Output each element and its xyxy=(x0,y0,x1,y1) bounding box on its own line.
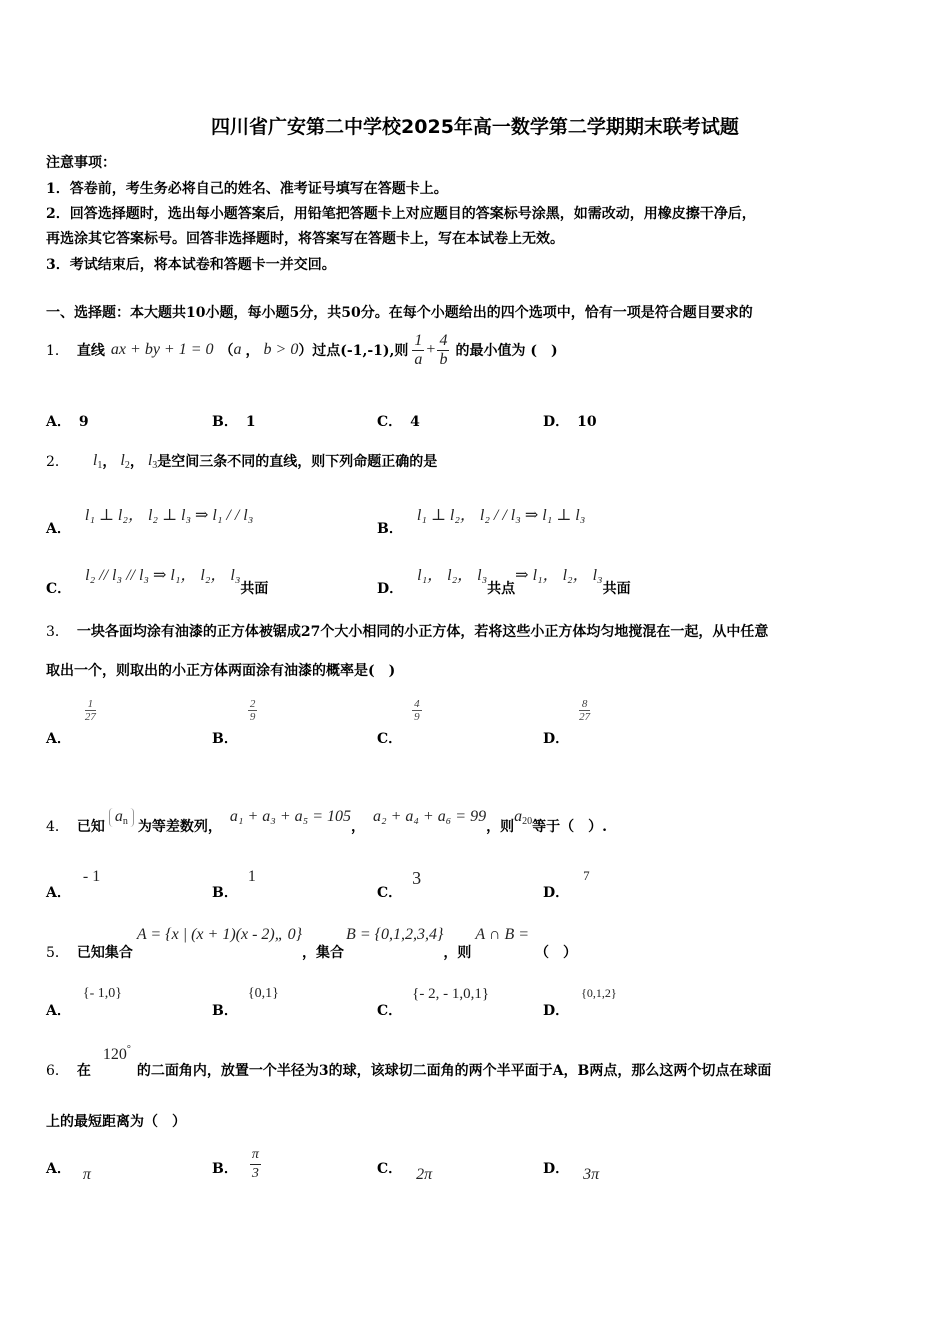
option-label: D． xyxy=(543,885,570,901)
option-value: 9 xyxy=(78,414,89,430)
option-value: 2π xyxy=(416,1166,433,1183)
option-value: {0,1,2} xyxy=(581,986,617,1000)
option-label: D． xyxy=(543,731,570,747)
q4-option-d[interactable] xyxy=(543,868,590,902)
question-text: 的最小值为 ( ) xyxy=(455,343,558,359)
notice-item-3: 3．考试结束后，将本试卷和答题卡一并交回。 xyxy=(46,257,336,273)
plus-sign: + xyxy=(426,341,436,358)
option-label: B． xyxy=(212,1003,238,1019)
question-text: 的二面角内，放置一个半径为3的球，该球切二面角的两个半平面于A，B两点，那么这两个切点在球面 xyxy=(136,1063,772,1079)
q5-option-a[interactable] xyxy=(46,986,122,1020)
notice-item-1: 1．答卷前，考生务必将自己的姓名、准考证号填写在答题卡上。 xyxy=(46,181,448,197)
q3-option-c[interactable] xyxy=(377,698,422,748)
option-label: A． xyxy=(46,885,71,901)
notice-item-2-cont: 再选涂其它答案标号。回答非选择题时，将答案写在答题卡上，写在本试卷上无效。 xyxy=(46,231,564,247)
q1-option-a[interactable] xyxy=(46,411,89,431)
question-4 xyxy=(46,808,607,844)
paren-open: （ xyxy=(219,343,234,359)
q6-option-b[interactable] xyxy=(212,1146,261,1188)
q1-option-d[interactable] xyxy=(543,411,597,431)
intersection: A ∩ B = xyxy=(475,926,530,943)
option-fraction: $\frac{4}{9}$ xyxy=(414,698,420,723)
question-number: 3． xyxy=(46,624,69,640)
q5-option-b[interactable] xyxy=(212,986,279,1020)
question-number: 4． xyxy=(46,819,69,835)
q3-option-b[interactable] xyxy=(212,698,257,748)
q2-option-d[interactable] xyxy=(377,562,631,598)
option-value: 7 xyxy=(583,868,590,883)
question-number: 6． xyxy=(46,1063,69,1079)
option-value: 1 xyxy=(247,868,256,885)
option-label: A． xyxy=(46,1161,71,1177)
option-value: - 1 xyxy=(82,868,101,885)
option-value: 3 xyxy=(412,868,422,888)
q4-option-b[interactable] xyxy=(212,868,256,902)
option-expression: l₂ // l₃ // l₃ ⇒ l₁， l₂， l₃ xyxy=(85,567,241,584)
question-number: 1． xyxy=(46,343,69,359)
fraction-1-over-a xyxy=(412,332,424,369)
question-text: 为等差数列， xyxy=(137,819,222,835)
option-text: 共点 xyxy=(487,581,516,597)
set-b: B = {0,1,2,3,4} xyxy=(346,926,444,943)
numerator: 4 xyxy=(439,331,448,349)
option-label: B． xyxy=(212,1161,238,1177)
question-6 xyxy=(46,1044,771,1080)
line-l3: $l_3$ xyxy=(147,451,158,471)
q6-option-c[interactable] xyxy=(377,1146,432,1188)
question-3 xyxy=(46,621,768,641)
numerator: 1 xyxy=(414,331,423,349)
option-label: D． xyxy=(543,1161,570,1177)
page-title: 四川省广安第二中学校2025年高一数学第二学期期末联考试题 xyxy=(211,116,739,138)
comma: ， xyxy=(129,454,144,470)
notice-item-2: 2．回答选择题时，选出每小题答案后，用铅笔把答题卡上对应题目的答案标号涂黑，如需改动，用橡皮擦干净后， xyxy=(46,206,756,222)
equation-2: a₂ + a₄ + a₆ = 99 xyxy=(373,808,487,825)
option-expression: l₁， l₂， l₃ xyxy=(417,567,488,584)
q2-option-a[interactable] xyxy=(46,502,253,538)
q1-option-c[interactable] xyxy=(377,411,420,431)
option-label: D． xyxy=(377,581,404,597)
option-value: {- 1,0} xyxy=(82,986,122,1001)
option-label: C． xyxy=(377,414,403,430)
option-value: 4 xyxy=(410,414,420,430)
comma: ， xyxy=(245,343,260,359)
question-text: （ ） xyxy=(535,945,578,961)
comma: ， xyxy=(351,819,365,835)
fraction-4-over-b xyxy=(437,332,449,369)
option-expression: ⇒ l₁， l₂， l₃ xyxy=(515,567,603,584)
option-expression: l₁ ⊥ l₂， l₂ / / l₃ ⇒ l₁ ⊥ l₃ xyxy=(416,507,586,524)
option-label: B． xyxy=(377,521,403,537)
option-label: A． xyxy=(46,521,71,537)
line-l2: $l_2$ xyxy=(120,451,130,471)
question-5 xyxy=(46,926,577,962)
question-text: ，集合 xyxy=(302,945,345,961)
question-text: ，则 xyxy=(443,945,472,961)
question-number: 5． xyxy=(46,945,69,961)
question-text: 已知集合 xyxy=(76,945,133,961)
option-value: {- 2, - 1,0,1} xyxy=(412,986,490,1002)
question-1 xyxy=(46,326,558,374)
q1-option-b[interactable] xyxy=(212,411,256,431)
option-fraction: $\frac{\pi}{3}$ xyxy=(251,1147,259,1181)
question-text: ）过点(-1,-1),则 xyxy=(298,343,409,359)
denominator: b xyxy=(439,350,448,368)
option-expression: l₁ ⊥ l₂， l₂ ⊥ l₃ ⇒ l₁ / / l₃ xyxy=(84,507,254,524)
option-text: 共面 xyxy=(602,581,631,597)
option-label: B． xyxy=(212,885,238,901)
q4-option-c[interactable] xyxy=(377,868,421,902)
sequence-an: $a_n$ xyxy=(109,808,134,827)
option-label: C． xyxy=(377,731,403,747)
question-text: 是空间三条不同的直线，则下列命题正确的是 xyxy=(157,454,438,470)
option-fraction: $\frac{2}{9}$ xyxy=(249,698,256,723)
option-fraction: $\frac{1}{27}$ xyxy=(84,698,96,723)
term-a20: $a_{20}$ xyxy=(514,808,533,827)
question-text: ，则 xyxy=(486,819,515,835)
option-value: 3π xyxy=(583,1166,600,1183)
option-label: A． xyxy=(46,1003,71,1019)
option-value: 10 xyxy=(577,414,597,430)
q6-option-a[interactable] xyxy=(46,1146,91,1188)
question-2 xyxy=(46,444,437,478)
option-label: B． xyxy=(212,731,238,747)
option-label: D． xyxy=(543,1003,570,1019)
option-value: π xyxy=(82,1166,91,1183)
q3-option-a[interactable] xyxy=(46,698,96,748)
question-text-cont: 取出一个，则取出的小正方体两面涂有油漆的概率是( ) xyxy=(46,663,396,679)
question-text-cont: 上的最短距离为（ ） xyxy=(46,1114,186,1130)
comma: ， xyxy=(102,454,117,470)
angle-120: 120° xyxy=(102,1044,131,1063)
question-text: 等于（ ）. xyxy=(532,819,607,835)
question-text: 一块各面均涂有油漆的正方体被锯成27个大小相同的小正方体，若将这些小正方体均匀地搅混在一起，从中任意 xyxy=(76,624,769,640)
equation-1: a₁ + a₃ + a₅ = 105 xyxy=(229,808,351,825)
option-label: C． xyxy=(377,1003,403,1019)
question-text: 直线 xyxy=(76,343,105,359)
q5-option-c[interactable] xyxy=(377,986,489,1020)
q5-option-d[interactable] xyxy=(543,986,617,1020)
option-text: 共面 xyxy=(240,581,269,597)
option-value: 1 xyxy=(245,414,256,430)
option-label: B． xyxy=(212,414,238,430)
option-fraction: $\frac{8}{27}$ xyxy=(579,698,591,723)
option-label: C． xyxy=(377,885,403,901)
condition-b: b > 0 xyxy=(263,341,299,358)
notice-heading: 注意事项： xyxy=(46,155,116,171)
denominator: a xyxy=(414,350,423,368)
q3-option-d[interactable] xyxy=(543,698,590,748)
q2-option-b[interactable] xyxy=(377,502,585,538)
line-l1: $l_1$ xyxy=(92,451,103,471)
q2-option-c[interactable] xyxy=(46,562,268,598)
set-a: A = {x | (x + 1)(x - 2)„ 0} xyxy=(136,926,303,943)
option-label: C． xyxy=(46,581,72,597)
question-number: 2． xyxy=(46,454,69,470)
question-text: 在 xyxy=(76,1063,91,1079)
line-equation: ax + by + 1 = 0 xyxy=(110,341,214,358)
option-label: C． xyxy=(377,1161,403,1177)
option-label: A． xyxy=(46,731,71,747)
option-label: D． xyxy=(543,414,570,430)
var-a: a xyxy=(233,341,242,358)
option-label: A． xyxy=(46,414,71,430)
q6-option-d[interactable] xyxy=(543,1146,599,1188)
question-text: 已知 xyxy=(76,819,105,835)
q4-option-a[interactable] xyxy=(46,868,100,902)
section-heading: 一、选择题：本大题共10小题，每小题5分，共50分。在每个小题给出的四个选项中，恰有一项是符合题目要求的 xyxy=(46,305,753,321)
option-value: {0,1} xyxy=(247,986,279,1001)
